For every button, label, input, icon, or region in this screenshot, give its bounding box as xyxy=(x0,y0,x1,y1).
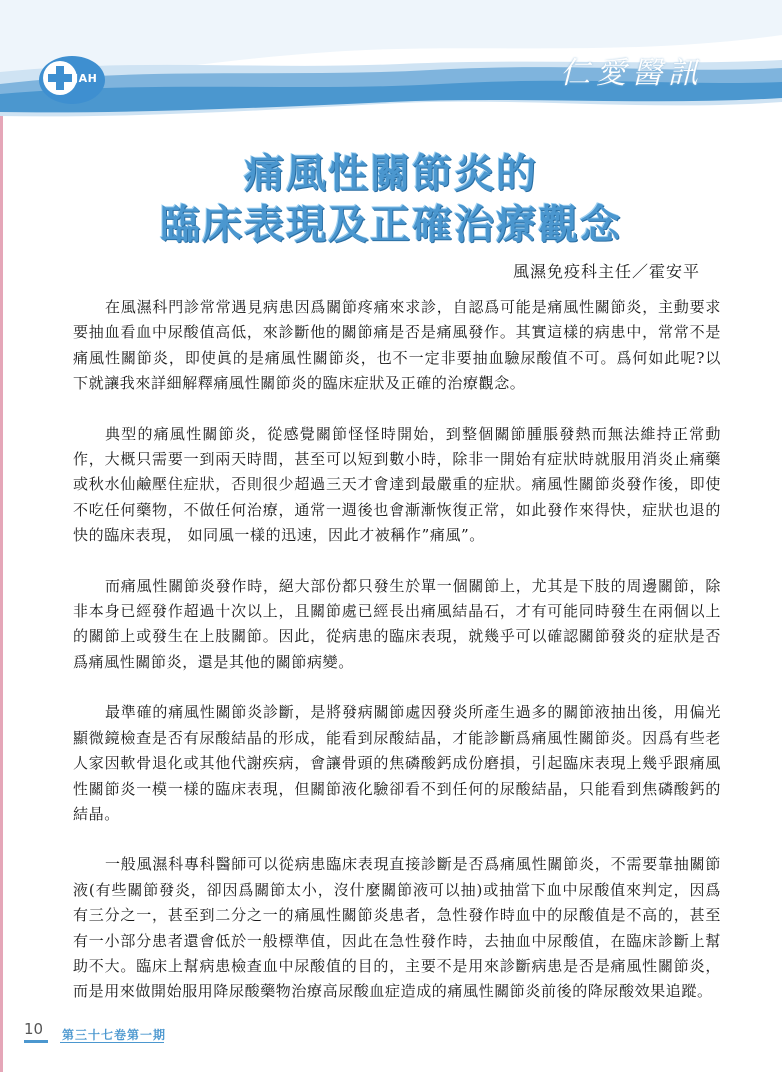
paragraph-2: 典型的痛風性關節炎，從感覺關節怪怪時開始，到整個關節腫脹發熱而無法維持正常動作，大概只需要一到兩天時間，甚至可以短到數小時，除非一開始有症狀時就服用消炎止痛藥或秋水仙鹼壓住症狀，否則很少超過三天才會達到最嚴重的症狀。痛風性關節炎發作後，即使不吃任何藥物，不做任何治療，通常一週後也會漸漸恢復正常，如此發作來得快，症狀也退的快的臨床表現， 如同風一樣的迅速，因此才被稱作”痛風”。 xyxy=(73,424,721,545)
paragraph-3: 而痛風性關節炎發作時，絕大部份都只發生於單一個關節上，尤其是下肢的周邊關節，除非本身已經發作超過十次以上，且關節處已經長出痛風結晶石，才有可能同時發生在兩個以上的關節上或發生在上肢關節。因此，從病患的臨床表現，就幾乎可以確認關節發炎的症狀是否爲痛風性關節炎，還是其他的關節病變。 xyxy=(73,576,721,671)
publication-masthead: 仁愛醫訊 xyxy=(560,56,704,91)
page-number: 10 xyxy=(24,1020,44,1038)
article-title-line1: 痛風性關節炎的 xyxy=(244,151,538,197)
paragraph-1: 在風濕科門診常常遇見病患因爲關節疼痛來求診，自認爲可能是痛風性關節炎，主動要求要抽血看血中尿酸值高低，來診斷他的關節痛是否是痛風發作。其實這樣的病患中，常常不是痛風性關節炎，即使眞的是痛風性關節炎，也不一定非要抽血驗尿酸值不可。爲何如此呢?以下就讓我來詳細解釋痛風性關節炎的臨床症狀及正確的治療觀念。 xyxy=(73,298,721,393)
paragraph-5: 一般風濕科專科醫師可以從病患臨床表現直接診斷是否爲痛風性關節炎，不需要靠抽關節液(有些關節發炎，卻因爲關節太小，沒什麼關節液可以抽)或抽當下血中尿酸值來判定，因爲有三分之一，甚至到二分之一的痛風性關節炎患者，急性發作時血中的尿酸值是不高的，甚至有一小部分患者還會低於一般標準值，因此在急性發作時，去抽血中尿酸值，在臨床診斷上幫助不大。臨床上幫病患檢查血中尿酸值的目的，主要不是用來診斷病患是否是痛風性關節炎，而是用來做開始服用降尿酸藥物治療高尿酸血症造成的痛風性關節炎前後的降尿酸效果追蹤。 xyxy=(73,855,721,1001)
article-author: 風濕免疫科主任／霍安平 xyxy=(512,262,700,281)
logo-text: JAH xyxy=(74,72,98,85)
paragraph-4: 最準確的痛風性關節炎診斷，是將發病關節處因發炎所產生過多的關節液抽出後，用偏光顯微鏡檢查是否有尿酸結晶的形成，能看到尿酸結晶，才能診斷爲痛風性關節炎。因爲有些老人家因軟骨退化或其他代謝疾病，會讓骨頭的焦磷酸鈣成份磨損，引起臨床表現上幾乎跟痛風性關節炎一模一樣的臨床表現，但關節液化驗卻看不到任何的尿酸結晶，只能看到焦磷酸鈣的結晶。 xyxy=(73,703,721,823)
page-number-underline xyxy=(24,1040,48,1043)
header-banner xyxy=(0,0,782,125)
issue-underline xyxy=(60,1042,164,1043)
issue-label: 第三十七卷第一期 xyxy=(62,1028,167,1042)
article-title-line2: 臨床表現及正確治療觀念 xyxy=(160,202,622,248)
article-body xyxy=(73,295,721,1030)
